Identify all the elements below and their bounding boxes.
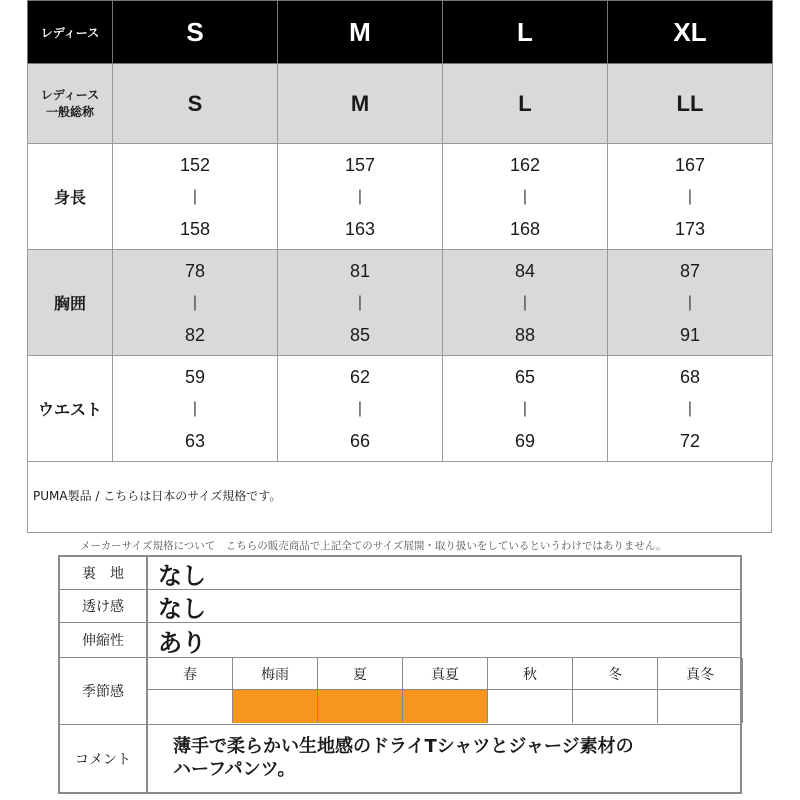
- season-3-label: 真夏: [403, 658, 488, 690]
- stretch-row: [60, 623, 740, 658]
- sheer-row: [60, 590, 740, 623]
- season-grid: [148, 658, 740, 724]
- waist-range-s: 59 | 63: [184, 366, 206, 451]
- season-2-label: 夏: [318, 658, 403, 690]
- size-l: L: [443, 1, 608, 64]
- waist-range-m: 62 | 66: [349, 366, 371, 451]
- season-label: 季節感: [60, 658, 148, 724]
- size-m: M: [278, 1, 443, 64]
- general-size-l: L: [443, 64, 608, 144]
- season-4-label: 秋: [488, 658, 573, 690]
- height-label: 身長: [28, 144, 113, 250]
- general-size-m: M: [278, 64, 443, 144]
- chest-range-xl: 87 | 91: [679, 260, 701, 345]
- waist-row: [28, 356, 773, 462]
- size-xl: XL: [608, 1, 773, 64]
- season-row: [60, 658, 740, 725]
- chest-range-l: 84 | 88: [514, 260, 536, 345]
- height-range-l: 162 | 168: [509, 154, 541, 239]
- season-2-indicator: [318, 690, 403, 723]
- size-note-box: [27, 461, 772, 533]
- waist-range-xl: 68 | 72: [679, 366, 701, 451]
- height-range-m: 157 | 163: [344, 154, 376, 239]
- comment-row: [60, 725, 740, 792]
- comment-text: 薄手で柔らかい生地感のドライTシャツとジャージ素材の ハーフパンツ。: [173, 736, 634, 780]
- season-1-indicator: [233, 690, 318, 723]
- stretch-label: 伸縮性: [60, 623, 148, 657]
- sheer-label: 透け感: [60, 590, 148, 622]
- season-6-label: 真冬: [658, 658, 743, 690]
- waist-label: ウエスト: [28, 356, 113, 462]
- lining-row: [60, 557, 740, 590]
- season-3-indicator: [403, 690, 488, 723]
- season-0-indicator: [148, 690, 233, 723]
- chest-range-s: 78 | 82: [184, 260, 206, 345]
- general-size-row: [28, 64, 773, 144]
- height-range-s: 152 | 158: [179, 154, 211, 239]
- season-4-indicator: [488, 690, 573, 723]
- chest-row: [28, 250, 773, 356]
- height-row: [28, 144, 773, 250]
- size-s: S: [113, 1, 278, 64]
- general-size-s: S: [113, 64, 278, 144]
- size-disclaimer: メーカーサイズ規格について こちらの販売商品で上記全てのサイズ展開・取り扱いをしているというわけではありません。: [80, 540, 667, 552]
- season-1-label: 梅雨: [233, 658, 318, 690]
- season-5-indicator: [573, 690, 658, 723]
- stretch-value: あり: [158, 628, 206, 657]
- general-size-ll: LL: [608, 64, 773, 144]
- chest-range-m: 81 | 85: [349, 260, 371, 345]
- waist-range-l: 65 | 69: [514, 366, 536, 451]
- size-note: PUMA製品 / こちらは日本のサイズ規格です。: [33, 489, 282, 503]
- size-header-label: レディース: [28, 1, 113, 64]
- lining-value: なし: [158, 561, 206, 590]
- sheer-value: なし: [158, 594, 206, 623]
- season-6-indicator: [658, 690, 743, 723]
- size-table: [27, 0, 773, 462]
- product-info-table: [58, 555, 742, 794]
- general-size-label: レディース 一般総称: [28, 64, 113, 144]
- season-5-label: 冬: [573, 658, 658, 690]
- chest-label: 胸囲: [28, 250, 113, 356]
- lining-label: 裏 地: [60, 557, 148, 589]
- size-header-row: [28, 1, 773, 64]
- season-0-label: 春: [148, 658, 233, 690]
- height-range-xl: 167 | 173: [674, 154, 706, 239]
- comment-label: コメント: [60, 725, 148, 792]
